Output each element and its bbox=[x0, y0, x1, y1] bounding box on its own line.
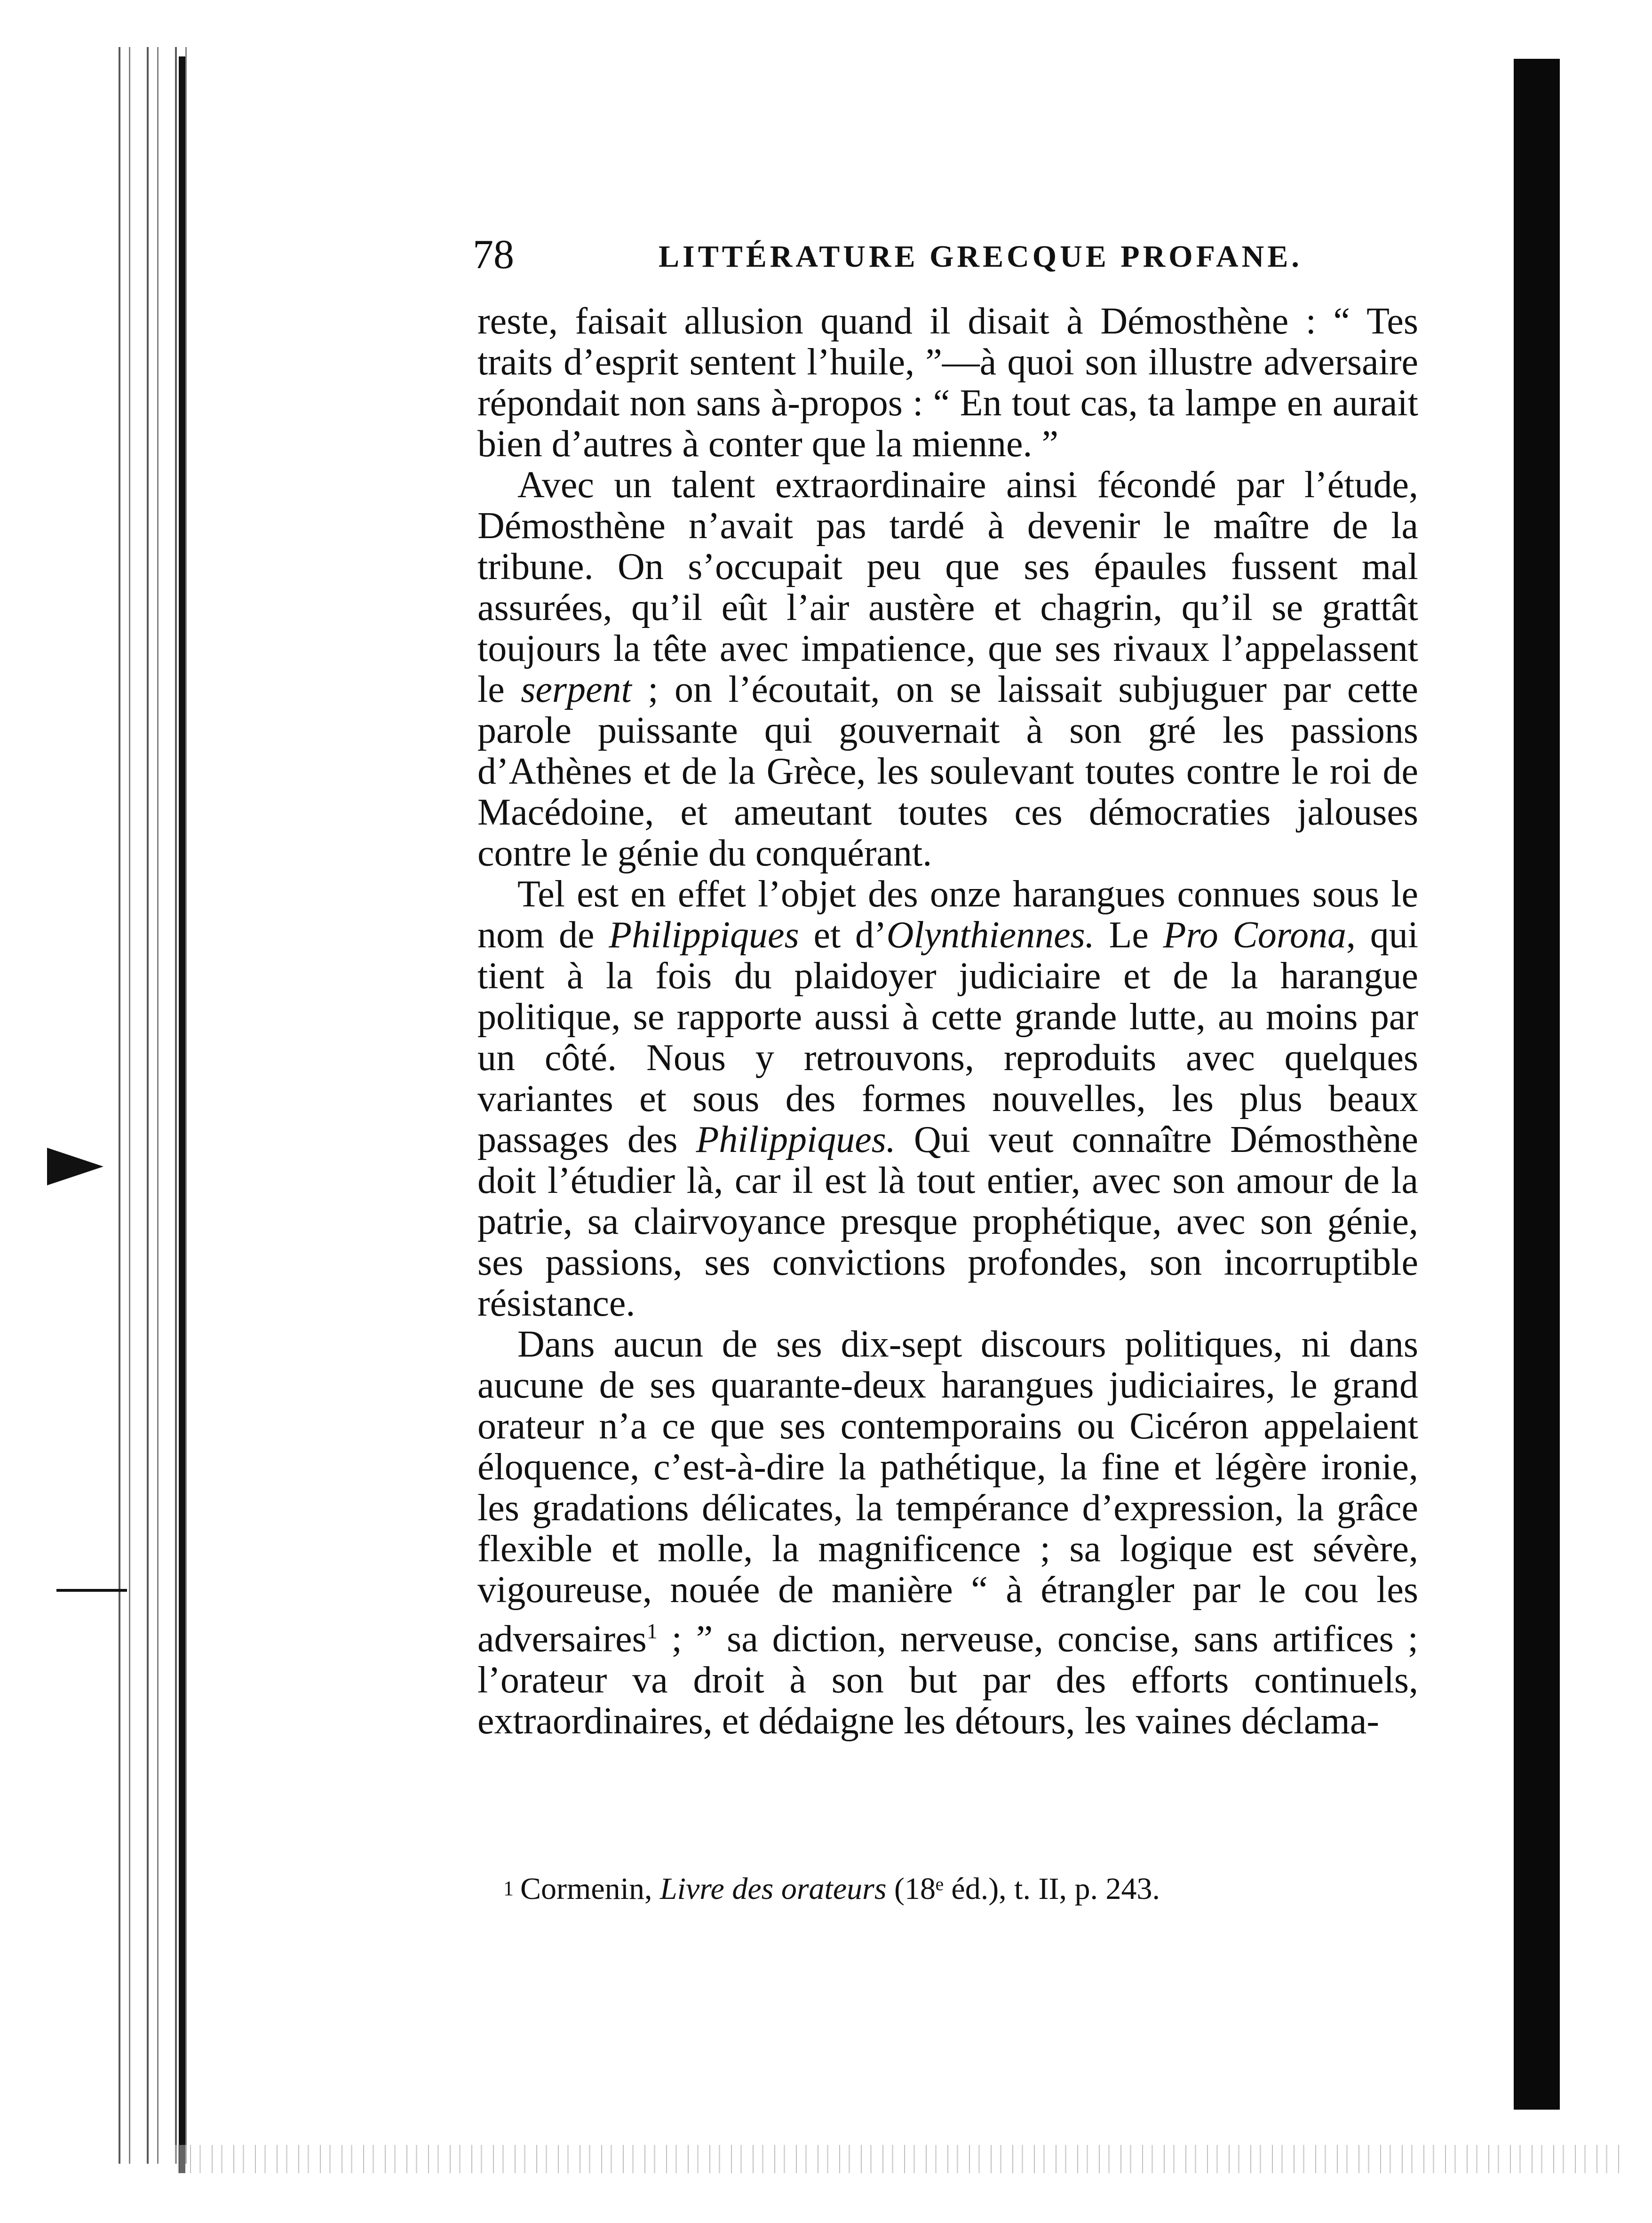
footnote-rest: (18ᵉ éd.), t. II, p. 243. bbox=[894, 1872, 1160, 1906]
paragraph-4 bbox=[477, 1324, 1418, 1742]
italic-philippiques: Philippiques bbox=[609, 914, 799, 956]
paragraph-1-text: reste, faisait allusion quand il disait à Démosthène : “ Tes traits d’esprit sentent l’huile, ”—à quoi son illustre adversaire répondait non sans à-propos : “ En tout cas, ta lampe en aurait bien d’autres à conter que la mienne. ” bbox=[477, 301, 1418, 465]
margin-tick-mark bbox=[56, 1589, 127, 1592]
italic-olynthiennes: Olynthiennes. bbox=[886, 914, 1095, 956]
paragraph-4-text-b: ; ” sa diction, nerveuse, concise, sans artifices ; l’orateur va droit à son but par des efforts continuels, extraordinaires, et dédaigne les détours, les vaines déclama- bbox=[477, 1618, 1418, 1742]
running-title: LITTÉRATURE GRECQUE PROFANE. bbox=[659, 239, 1303, 274]
page-number: 78 bbox=[473, 232, 514, 278]
italic-philippiques-2: Philippiques. bbox=[696, 1119, 896, 1160]
footnote-title: Livre des orateurs bbox=[659, 1872, 887, 1906]
margin-arrow-mark bbox=[47, 1148, 103, 1185]
paragraph-2-text-b: ; on l’écoutait, on se laissait subjuguer par cette parole puissante qui gouvernait à son gré les passions d’Athènes et de la Grèce, les soulevant toutes contre le roi de Macédoine, et ameutant toutes ces démocraties jalouses contre le génie du conquérant. bbox=[477, 669, 1418, 874]
paragraph-2-text-a: Avec un talent extraordinaire ainsi fécondé par l’étude, Démosthène n’avait pas tardé à devenir le maître de la tribune. On s’occupait peu que ses épaules fussent mal assurées, qu’il eût l’air austère et chagrin, qu’il se grattât toujours la tête avec impatience, que ses rivaux l’appelassent le bbox=[477, 464, 1418, 710]
italic-pro-corona: Pro Corona bbox=[1163, 914, 1346, 956]
body-text bbox=[477, 301, 1418, 1742]
paragraph-2 bbox=[477, 465, 1418, 874]
page-edge-line bbox=[179, 56, 185, 2173]
scan-edge-bar bbox=[1514, 59, 1560, 2110]
paragraph-3-text-c: Le bbox=[1094, 914, 1163, 956]
footnote-mark: 1 bbox=[503, 1877, 514, 1900]
footnote bbox=[503, 1870, 1303, 1908]
footnote-author: Cormenin, bbox=[520, 1872, 652, 1906]
paragraph-4-text-a: Dans aucun de ses dix-sept discours politiques, ni dans aucune de ses quarante-deux harangues judiciaires, le grand orateur n’a ce que ses contemporains ou Cicéron appelaient éloquence, c’est-à-dire la pathétique, la fine et légère ironie, les gradations délicates, la tempérance d’expression, la grâce flexible et molle, la magnificence ; sa logique est sévère, vigoureuse, nouée de manière “ à étrangler par le cou les adversaires bbox=[477, 1324, 1418, 1660]
paragraph-3-text-a: Tel est en effet l’objet des onze harangues connues sous le nom de bbox=[477, 873, 1418, 956]
paragraph-3-text-d: , qui tient à la fois du plaidoyer judiciaire et de la harangue politique, se rapporte aussi à cette grande lutte, au moins par un côté. Nous y retrouvons, reproduits avec quelques variantes et sous des formes nouvelles, les plus beaux passages des bbox=[477, 914, 1418, 1160]
footnote-reference: 1 bbox=[646, 1619, 658, 1643]
italic-serpent: serpent bbox=[521, 669, 632, 710]
paragraph-3-text-e: Qui veut connaître Démosthène doit l’étudier là, car il est là tout entier, avec son amour de la patrie, sa clairvoyance presque prophétique, avec son génie, ses passions, ses convictions profondes, son incorruptible résistance. bbox=[477, 1119, 1419, 1324]
paragraph-3 bbox=[477, 874, 1418, 1324]
paragraph-1 bbox=[477, 301, 1418, 465]
paragraph-3-text-b: et d’ bbox=[799, 914, 887, 956]
scan-noise bbox=[169, 2145, 1628, 2173]
running-header bbox=[473, 234, 1432, 276]
